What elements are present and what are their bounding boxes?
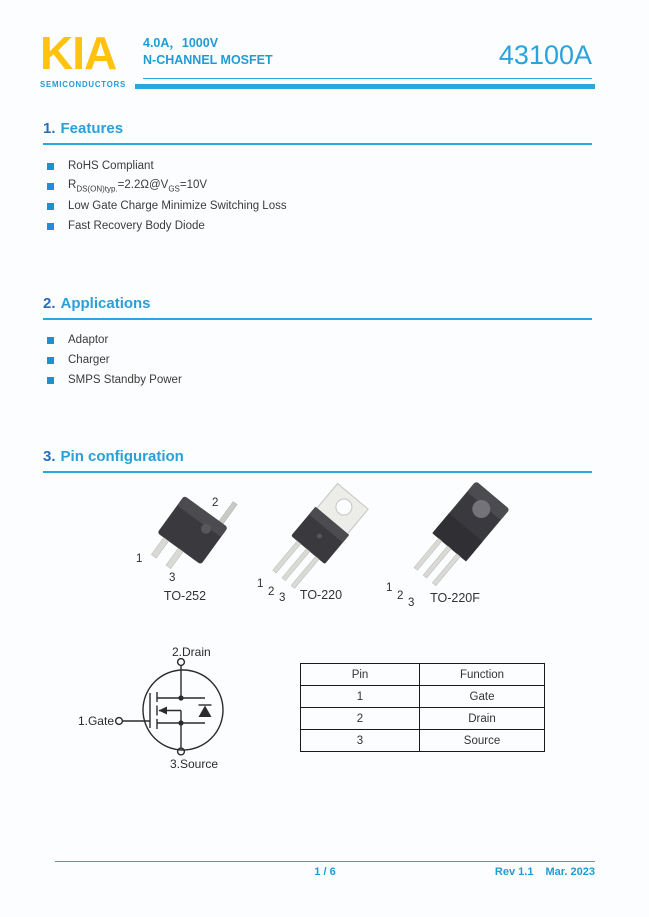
pin-number-label: 3 [408,597,415,609]
applications-rule [43,318,592,320]
bullet-square-icon [47,357,54,364]
pin-configuration-heading [43,448,184,465]
section-number: 1. [43,120,56,137]
section-number: 3. [43,448,56,465]
bullet-square-icon [47,377,54,384]
package-name-to220: TO-220 [299,588,343,602]
table-header-row [301,664,545,686]
to-220-package-image [257,482,370,604]
feature-item-rdson: $R_{DS(ON)typ.}=2.2\Omega@V_{GS}=10V$ [47,178,207,194]
pin-number-label: 1 [257,578,264,590]
applications-heading [43,295,151,312]
footer-rule [55,861,595,862]
bullet-square-icon [47,203,54,210]
table-row: 3 Source [301,730,545,752]
section-title: Applications [60,295,151,312]
section-title: Features [60,120,124,137]
page-indicator: 1 / 6 [314,866,336,878]
drain-label: 2.Drain [172,645,211,659]
table-header-function: Function [420,664,545,686]
pin-number-label: 2 [212,497,219,509]
part-number: 43100A [498,40,592,70]
features-rule [43,143,592,145]
revision-info [495,866,595,878]
pin-function-table [300,663,545,752]
table-row: 1 Gate [301,686,545,708]
revision-number: Rev 1.1 [494,866,534,878]
bullet-square-icon [47,337,54,344]
feature-item: Low Gate Charge Minimize Switching Loss [47,198,287,214]
pin-number-label: 2 [268,586,275,598]
bullet-square-icon [47,223,54,230]
pin-configuration-rule [43,471,592,473]
application-item: SMPS Standby Power [47,372,182,388]
package-name-to252: TO-252 [163,589,207,603]
bullet-square-icon [47,163,54,170]
section-title: Pin configuration [60,448,184,465]
table-header-pin: Pin [301,664,420,686]
kia-logo-subtext: SEMICONDUCTORS [40,80,126,89]
part-summary [143,35,273,69]
pin-number-label: 3 [279,592,286,604]
application-item: Adaptor [47,332,108,348]
table-row: 2 Drain [301,708,545,730]
pin-number-label: 1 [136,553,143,565]
source-label: 3.Source [170,757,219,771]
features-heading [43,120,123,137]
feature-item: Fast Recovery Body Diode [47,218,205,234]
to-252-package-image [136,480,242,584]
header-rule-thin [143,78,592,79]
pin-number-label: 2 [397,590,404,602]
bullet-square-icon [47,183,54,190]
mosfet-symbol-diagram [60,640,300,775]
package-name-to220f: TO-220F [430,591,480,605]
revision-date: Mar. 2023 [545,866,595,878]
header-rule-thick [135,84,595,89]
to-220f-package-image [386,481,510,609]
feature-item: RoHS Compliant [47,158,154,174]
gate-label: 1.Gate [77,714,114,728]
section-number: 2. [43,295,56,312]
kia-logo: KIA [40,27,117,79]
application-item: Charger [47,352,110,368]
part-rating: 4.0A，1000V [143,36,219,50]
part-type: N-CHANNEL MOSFET [143,53,273,67]
pin-number-label: 1 [386,582,393,594]
pin-number-label: 3 [169,572,176,584]
